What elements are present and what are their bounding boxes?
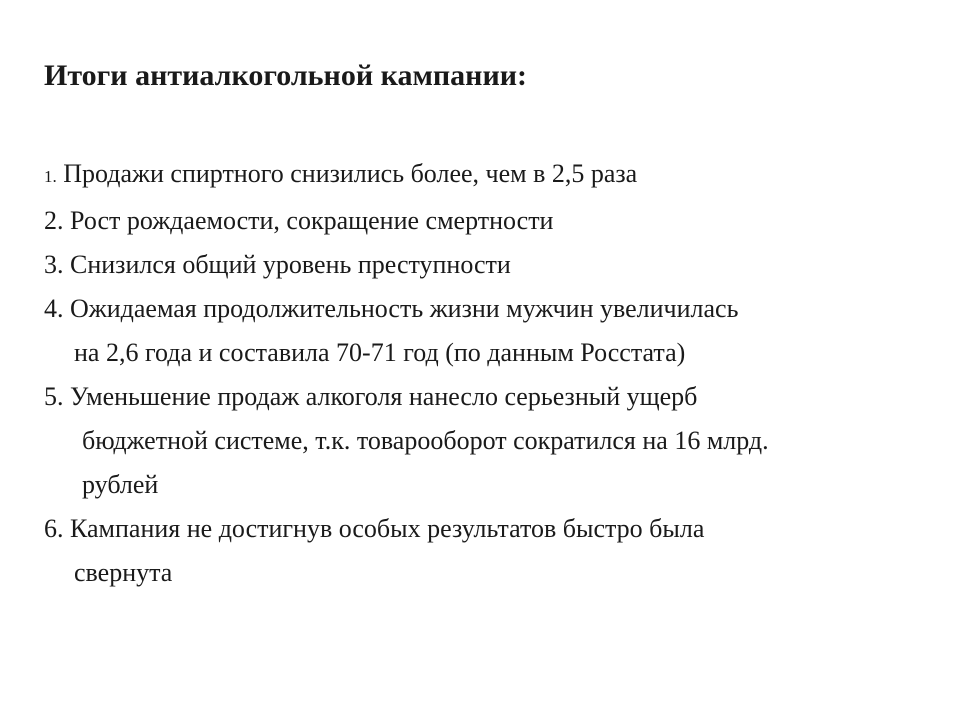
list-item-5-continuation [44, 463, 934, 507]
item-text: Рост рождаемости, сокращение смертности [70, 206, 554, 235]
item-text: Снизился общий уровень преступности [70, 250, 511, 279]
list-item-5 [44, 375, 934, 419]
list-item-4 [44, 287, 934, 331]
item-text: Кампания не достигнув особых результатов быстро была [70, 514, 705, 543]
item-text: на 2,6 года и составила 70-71 год (по данным Росстата) [74, 338, 686, 367]
item-number: 4. [44, 294, 64, 323]
results-list [44, 152, 934, 595]
item-text: Продажи спиртного снизились более, чем в 2,5 раза [63, 159, 638, 188]
slide-title: Итоги антиалкогольной кампании: [44, 59, 528, 92]
list-item-4-continuation [44, 331, 934, 375]
item-text: Уменьшение продаж алкоголя нанесло серьезный ущерб [70, 382, 698, 411]
item-text: свернута [74, 558, 173, 587]
item-number: 1. [44, 167, 57, 186]
item-number: 5. [44, 382, 64, 411]
item-number: 2. [44, 206, 64, 235]
list-item-6-continuation [44, 551, 934, 595]
item-text: бюджетной системе, т.к. товарооборот сократился на 16 млрд. [82, 426, 769, 455]
item-number: 3. [44, 250, 64, 279]
list-item-3 [44, 243, 934, 287]
item-text: Ожидаемая продолжительность жизни мужчин увеличилась [70, 294, 739, 323]
item-number: 6. [44, 514, 64, 543]
list-item-6 [44, 507, 934, 551]
list-item-2 [44, 199, 934, 243]
list-item-1 [44, 152, 934, 199]
item-text: рублей [82, 470, 159, 499]
list-item-5-continuation [44, 419, 934, 463]
